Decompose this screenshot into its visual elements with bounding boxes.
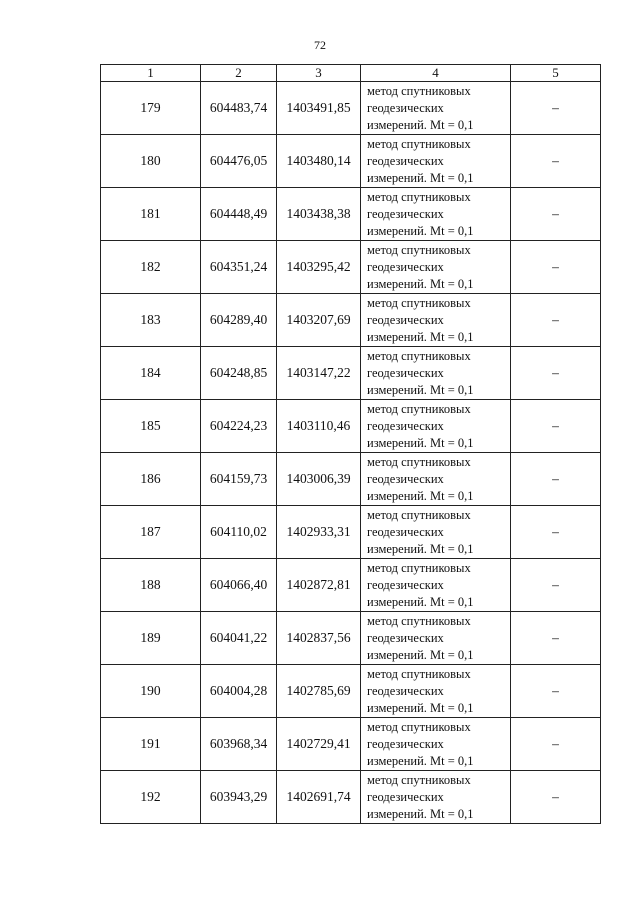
point-number-cell: 185 [101, 400, 201, 453]
note-cell: – [511, 188, 601, 241]
x-coordinate-cell: 604224,23 [201, 400, 277, 453]
y-coordinate-cell: 1402785,69 [277, 665, 361, 718]
point-number-cell: 187 [101, 506, 201, 559]
y-coordinate-cell: 1403438,38 [277, 188, 361, 241]
table-row [101, 347, 601, 400]
method-cell: метод спутниковых геодезических измерений. Mt = 0,1 [361, 718, 511, 771]
point-number-cell: 184 [101, 347, 201, 400]
note-cell: – [511, 347, 601, 400]
column-header-3: 3 [277, 65, 361, 82]
note-cell: – [511, 771, 601, 824]
table-row [101, 82, 601, 135]
y-coordinate-cell: 1403295,42 [277, 241, 361, 294]
table-header-row [101, 65, 601, 82]
method-cell: метод спутниковых геодезических измерений. Mt = 0,1 [361, 82, 511, 135]
y-coordinate-cell: 1402729,41 [277, 718, 361, 771]
x-coordinate-cell: 604159,73 [201, 453, 277, 506]
point-number-cell: 191 [101, 718, 201, 771]
y-coordinate-cell: 1403480,14 [277, 135, 361, 188]
y-coordinate-cell: 1402933,31 [277, 506, 361, 559]
x-coordinate-cell: 604289,40 [201, 294, 277, 347]
x-coordinate-cell: 604004,28 [201, 665, 277, 718]
method-cell: метод спутниковых геодезических измерений. Mt = 0,1 [361, 559, 511, 612]
table-row [101, 718, 601, 771]
note-cell: – [511, 559, 601, 612]
note-cell: – [511, 453, 601, 506]
note-cell: – [511, 718, 601, 771]
method-cell: метод спутниковых геодезических измерений. Mt = 0,1 [361, 506, 511, 559]
y-coordinate-cell: 1403147,22 [277, 347, 361, 400]
method-cell: метод спутниковых геодезических измерений. Mt = 0,1 [361, 294, 511, 347]
point-number-cell: 181 [101, 188, 201, 241]
method-cell: метод спутниковых геодезических измерений. Mt = 0,1 [361, 612, 511, 665]
column-header-4: 4 [361, 65, 511, 82]
y-coordinate-cell: 1402837,56 [277, 612, 361, 665]
method-cell: метод спутниковых геодезических измерений. Mt = 0,1 [361, 771, 511, 824]
y-coordinate-cell: 1403491,85 [277, 82, 361, 135]
x-coordinate-cell: 604066,40 [201, 559, 277, 612]
y-coordinate-cell: 1403006,39 [277, 453, 361, 506]
note-cell: – [511, 82, 601, 135]
point-number-cell: 190 [101, 665, 201, 718]
x-coordinate-cell: 604351,24 [201, 241, 277, 294]
note-cell: – [511, 400, 601, 453]
method-cell: метод спутниковых геодезических измерений. Mt = 0,1 [361, 453, 511, 506]
note-cell: – [511, 294, 601, 347]
method-cell: метод спутниковых геодезических измерений. Mt = 0,1 [361, 135, 511, 188]
method-cell: метод спутниковых геодезических измерений. Mt = 0,1 [361, 241, 511, 294]
point-number-cell: 192 [101, 771, 201, 824]
table-row [101, 400, 601, 453]
method-cell: метод спутниковых геодезических измерений. Mt = 0,1 [361, 665, 511, 718]
note-cell: – [511, 612, 601, 665]
table-row [101, 665, 601, 718]
note-cell: – [511, 241, 601, 294]
note-cell: – [511, 135, 601, 188]
x-coordinate-cell: 603943,29 [201, 771, 277, 824]
table-row [101, 453, 601, 506]
page-number: 72 [314, 38, 326, 52]
x-coordinate-cell: 604483,74 [201, 82, 277, 135]
table-row [101, 135, 601, 188]
method-cell: метод спутниковых геодезических измерений. Mt = 0,1 [361, 347, 511, 400]
table-row [101, 294, 601, 347]
column-header-5: 5 [511, 65, 601, 82]
method-cell: метод спутниковых геодезических измерений. Mt = 0,1 [361, 400, 511, 453]
point-number-cell: 180 [101, 135, 201, 188]
point-number-cell: 186 [101, 453, 201, 506]
column-header-2: 2 [201, 65, 277, 82]
table-row [101, 188, 601, 241]
point-number-cell: 183 [101, 294, 201, 347]
x-coordinate-cell: 604041,22 [201, 612, 277, 665]
note-cell: – [511, 506, 601, 559]
table-row [101, 506, 601, 559]
table-row [101, 559, 601, 612]
x-coordinate-cell: 603968,34 [201, 718, 277, 771]
point-number-cell: 189 [101, 612, 201, 665]
note-cell: – [511, 665, 601, 718]
point-number-cell: 182 [101, 241, 201, 294]
point-number-cell: 179 [101, 82, 201, 135]
y-coordinate-cell: 1402691,74 [277, 771, 361, 824]
x-coordinate-cell: 604476,05 [201, 135, 277, 188]
table-row [101, 771, 601, 824]
y-coordinate-cell: 1402872,81 [277, 559, 361, 612]
x-coordinate-cell: 604248,85 [201, 347, 277, 400]
coordinates-table [100, 64, 601, 824]
table-row [101, 612, 601, 665]
method-cell: метод спутниковых геодезических измерений. Mt = 0,1 [361, 188, 511, 241]
column-header-1: 1 [101, 65, 201, 82]
x-coordinate-cell: 604448,49 [201, 188, 277, 241]
table-row [101, 241, 601, 294]
y-coordinate-cell: 1403207,69 [277, 294, 361, 347]
x-coordinate-cell: 604110,02 [201, 506, 277, 559]
point-number-cell: 188 [101, 559, 201, 612]
y-coordinate-cell: 1403110,46 [277, 400, 361, 453]
